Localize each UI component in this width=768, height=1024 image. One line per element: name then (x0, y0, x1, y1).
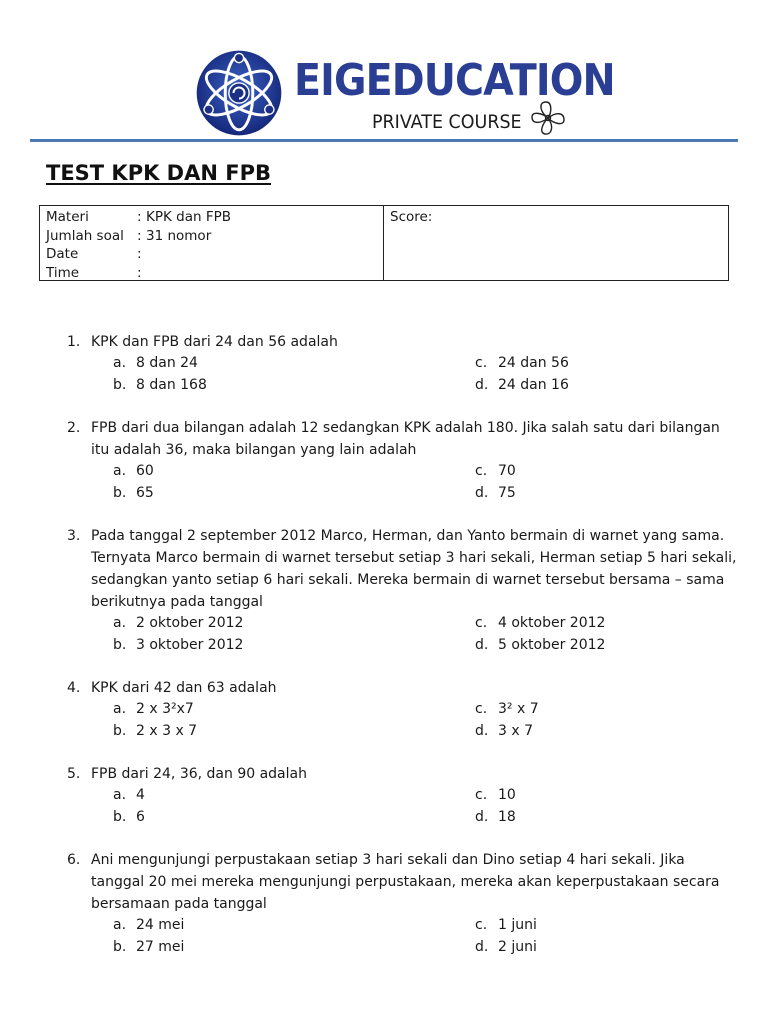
option-b (113, 635, 475, 657)
option-letter: d. (475, 808, 489, 825)
answer-options (113, 461, 737, 504)
option-letter: a. (113, 615, 127, 631)
option-text: 8 dan 168 (136, 376, 207, 393)
question-stem (67, 677, 737, 699)
option-c (475, 613, 675, 635)
option-letter: d. (475, 722, 489, 739)
answer-options (113, 699, 737, 742)
info-separator: : (137, 227, 142, 244)
option-text: 2 x 3²x7 (136, 701, 194, 717)
answer-options (113, 613, 737, 656)
option-b (113, 721, 475, 743)
info-label: Time (46, 264, 80, 281)
info-value: 31 nomor (146, 227, 212, 244)
option-text: 27 mei (136, 938, 185, 955)
option-letter: b. (113, 722, 127, 739)
info-label: Date (46, 246, 79, 262)
question-number: 2. (67, 420, 81, 436)
option-b (113, 375, 475, 397)
option-a (113, 461, 475, 483)
option-text: 5 oktober 2012 (498, 636, 606, 653)
option-letter: b. (113, 938, 127, 955)
option-text: 6 (136, 808, 145, 825)
option-d (475, 807, 675, 829)
info-separator: : (137, 209, 142, 225)
option-text: 18 (498, 808, 516, 825)
info-details (40, 206, 384, 280)
question-6 (67, 849, 737, 958)
info-separator: : (137, 264, 142, 281)
question-text: FPB dari 24, 36, dan 90 adalah (91, 766, 307, 782)
option-letter: d. (475, 636, 489, 653)
option-letter: c. (475, 615, 488, 631)
option-c (475, 785, 675, 807)
question-3 (67, 525, 737, 656)
option-d (475, 721, 675, 743)
option-text: 24 dan 16 (498, 376, 569, 393)
info-table (39, 205, 729, 281)
option-text: 70 (498, 463, 516, 479)
option-text: 75 (498, 484, 516, 501)
flower-icon (528, 98, 568, 138)
option-text: 2 x 3 x 7 (136, 722, 198, 739)
option-d (475, 635, 675, 657)
option-letter: a. (113, 701, 127, 717)
question-number: 1. (67, 334, 81, 350)
question-5 (67, 763, 737, 828)
option-letter: d. (475, 484, 489, 501)
option-a (113, 785, 475, 807)
answer-options (113, 915, 737, 958)
option-letter: a. (113, 355, 127, 371)
option-letter: a. (113, 917, 127, 933)
option-letter: c. (475, 917, 488, 933)
option-letter: c. (475, 355, 488, 371)
option-text: 4 oktober 2012 (498, 615, 606, 631)
option-letter: b. (113, 808, 127, 825)
question-text: Ani mengunjungi perpustakaan setiap 3 hari sekali dan Dino setiap 4 hari sekali. Jika tanggal 20 mei mereka mengunjungi perpustakaan, mereka akan keperpustakaan secara bersamaan pada tanggal (91, 852, 720, 912)
option-letter: a. (113, 463, 127, 479)
option-letter: c. (475, 787, 488, 803)
option-d (475, 375, 675, 397)
option-d (475, 937, 675, 959)
info-label: Materi (46, 209, 89, 225)
option-letter: c. (475, 463, 488, 479)
question-number: 6. (67, 852, 81, 868)
info-row-jumlah-soal (46, 227, 383, 246)
question-text: Pada tanggal 2 september 2012 Marco, Herman, dan Yanto bermain di warnet yang sama. Ternyata Marco bermain di warnet tersebut setiap 3 hari sekali, Herman setiap 5 hari sekali, sedangkan yanto setiap 6 hari sekali. Mereka bermain di warnet tersebut bersama – sama berikutnya pada tanggal (91, 528, 737, 610)
brand-tagline: PRIVATE COURSE (372, 111, 522, 133)
option-a (113, 699, 475, 721)
option-text: 2 juni (498, 938, 537, 955)
question-2 (67, 417, 737, 504)
option-b (113, 937, 475, 959)
page-title: TEST KPK DAN FPB (46, 161, 271, 185)
question-4 (67, 677, 737, 742)
question-stem (67, 525, 737, 613)
answer-options (113, 785, 737, 828)
info-label: Jumlah soal (46, 227, 124, 244)
option-text: 24 dan 56 (498, 355, 569, 371)
question-number: 3. (67, 528, 81, 544)
option-letter: c. (475, 701, 488, 717)
option-text: 65 (136, 484, 154, 501)
header-divider (30, 139, 738, 142)
logo-emblem-icon (193, 47, 285, 139)
question-list (67, 331, 737, 979)
option-letter: b. (113, 484, 127, 501)
option-a (113, 353, 475, 375)
option-letter: b. (113, 376, 127, 393)
score-cell (384, 206, 728, 280)
option-a (113, 613, 475, 635)
option-letter: a. (113, 787, 127, 803)
info-row-time (46, 264, 383, 283)
option-letter: d. (475, 376, 489, 393)
option-c (475, 915, 675, 937)
info-value: KPK dan FPB (146, 209, 231, 225)
option-c (475, 353, 675, 375)
option-letter: b. (113, 636, 127, 653)
question-text: KPK dan FPB dari 24 dan 56 adalah (91, 334, 338, 350)
option-text: 3² x 7 (498, 701, 539, 717)
option-d (475, 483, 675, 505)
info-row-materi (46, 208, 383, 227)
question-text: KPK dari 42 dan 63 adalah (91, 680, 277, 696)
question-text: FPB dari dua bilangan adalah 12 sedangkan KPK adalah 180. Jika salah satu dari bilangan itu adalah 36, maka bilangan yang lain adalah (91, 420, 720, 458)
option-b (113, 483, 475, 505)
option-text: 60 (136, 463, 154, 479)
option-text: 4 (136, 787, 145, 803)
option-a (113, 915, 475, 937)
option-text: 3 x 7 (498, 722, 533, 739)
info-row-date (46, 245, 383, 264)
option-c (475, 461, 675, 483)
answer-options (113, 353, 737, 396)
question-stem (67, 331, 737, 353)
option-c (475, 699, 675, 721)
question-number: 5. (67, 766, 81, 782)
question-stem (67, 417, 737, 461)
option-letter: d. (475, 938, 489, 955)
question-1 (67, 331, 737, 396)
question-stem (67, 849, 737, 915)
brand-wordmark: EIGEDUCATION (294, 55, 615, 106)
question-stem (67, 763, 737, 785)
score-label: Score: (390, 209, 433, 225)
option-text: 1 juni (498, 917, 537, 933)
option-b (113, 807, 475, 829)
option-text: 8 dan 24 (136, 355, 198, 371)
option-text: 10 (498, 787, 516, 803)
question-number: 4. (67, 680, 81, 696)
option-text: 3 oktober 2012 (136, 636, 244, 653)
option-text: 24 mei (136, 917, 185, 933)
info-separator: : (137, 246, 142, 262)
option-text: 2 oktober 2012 (136, 615, 244, 631)
